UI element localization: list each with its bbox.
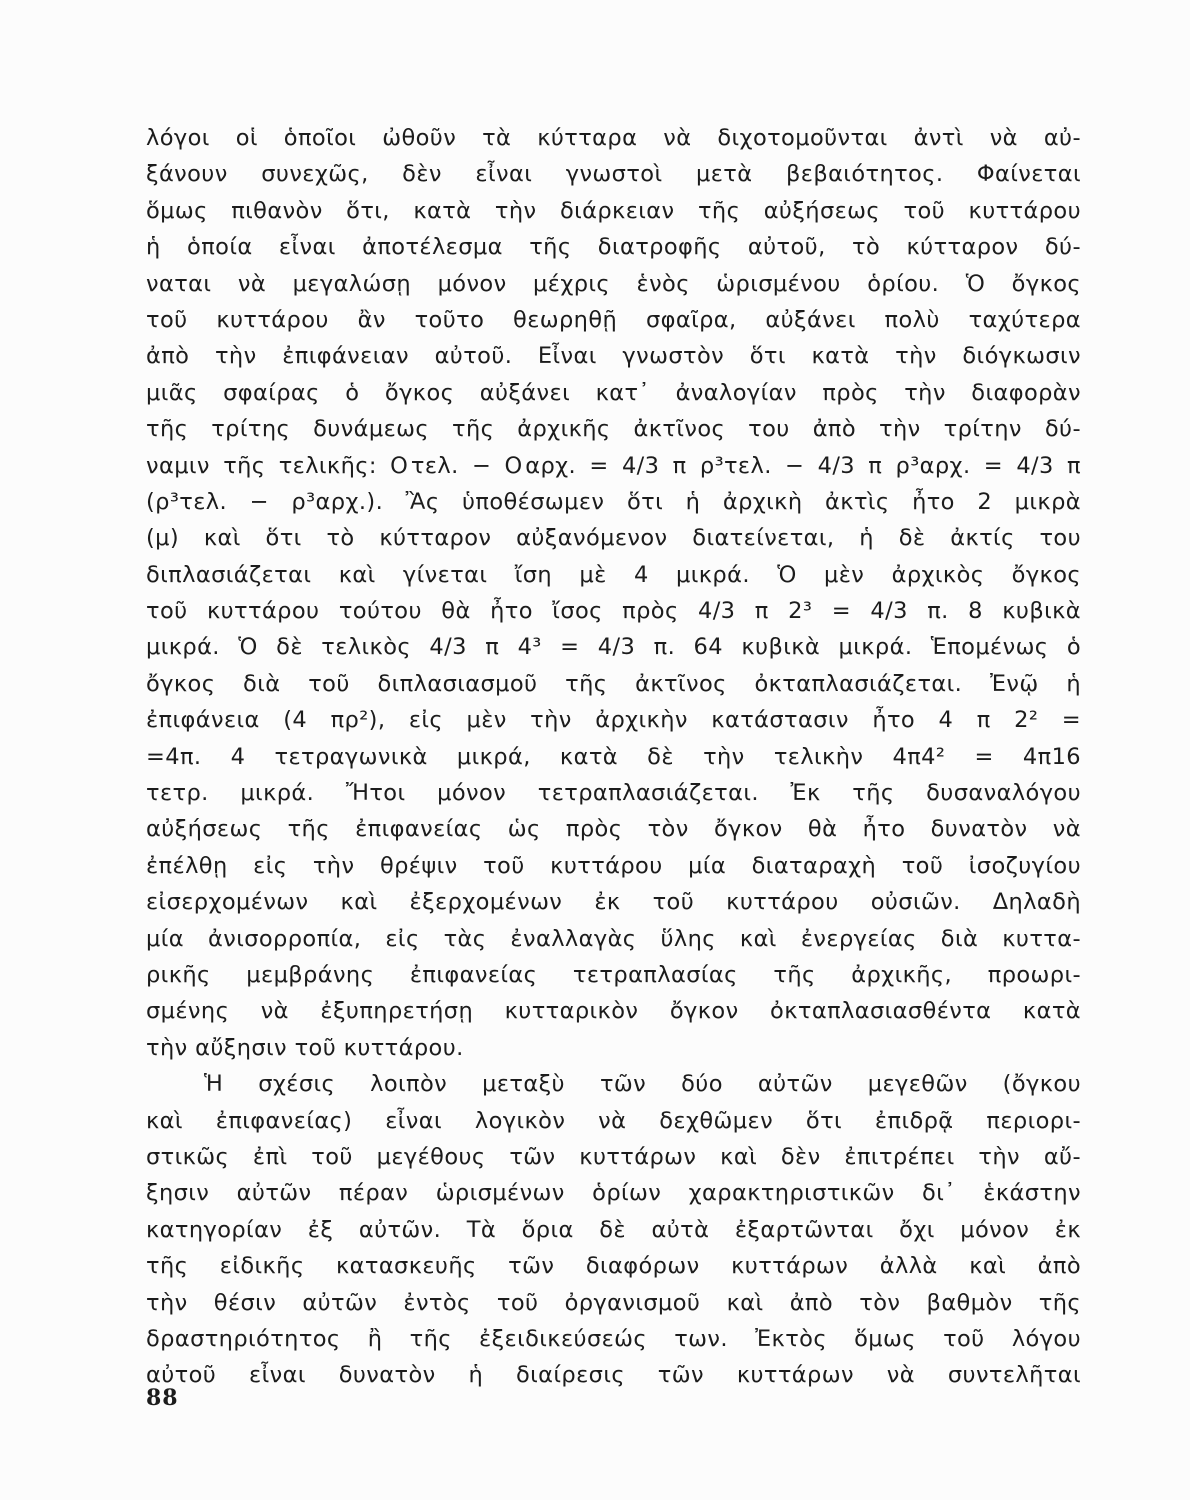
text-line: ρικῆς μεμβράνης ἐπιφανείας τετραπλασίας τῆς ἀρχικῆς, προωρι-	[146, 961, 1081, 988]
text-line: σμένης νὰ ἐξυπηρετήσῃ κυτταρικὸν ὄγκον ὀκταπλασιασθέντα κατὰ	[146, 998, 1081, 1025]
text-line: τῆς τρίτης δυνάμεως τῆς ἀρχικῆς ἀκτῖνος του ἀπὸ τὴν τρίτην δύ-	[146, 416, 1081, 443]
text-line: ὄγκος διὰ τοῦ διπλασιασμοῦ τῆς ἀκτῖνος ὀκταπλασιάζεται. Ἐνῷ ἡ	[146, 670, 1081, 697]
text-line: δραστηριότητος ἢ τῆς ἐξειδικεύσεώς των. Ἐκτὸς ὅμως τοῦ λόγου	[146, 1325, 1081, 1352]
text-line: ἐπέλθῃ εἰς τὴν θρέψιν τοῦ κυττάρου μία διαταραχὴ τοῦ ἰσοζυγίου	[146, 852, 1081, 879]
text-line: ἡ ὁποία εἶναι ἀποτέλεσμα τῆς διατροφῆς αὐτοῦ, τὸ κύτταρον δύ-	[146, 234, 1081, 261]
text-line: τὴν θέσιν αὐτῶν ἐντὸς τοῦ ὀργανισμοῦ καὶ ἀπὸ τὸν βαθμὸν τῆς	[146, 1289, 1081, 1316]
text-line: ξάνουν συνεχῶς, δὲν εἶναι γνωστοὶ μετὰ βεβαιότητος. Φαίνεται	[146, 161, 1081, 188]
text-line: εἰσερχομένων καὶ ἐξερχομένων ἐκ τοῦ κυττάρου οὐσιῶν. Δηλαδὴ	[146, 889, 1081, 916]
body-text	[146, 120, 1081, 1394]
text-line: τῆς εἰδικῆς κατασκευῆς τῶν διαφόρων κυττάρων ἀλλὰ καὶ ἀπὸ	[146, 1253, 1081, 1280]
text-line: ὅμως πιθανὸν ὅτι, κατὰ τὴν διάρκειαν τῆς αὐξήσεως τοῦ κυττάρου	[146, 197, 1081, 224]
formula-line: ναμιν τῆς τελικῆς: Ο τελ. − Ο αρχ. = 4/3 π ρ³τελ. − 4/3 π ρ³αρχ. = 4/3 π	[146, 452, 1081, 479]
paragraph-start-line: Ἡ σχέσις λοιπὸν μεταξὺ τῶν δύο αὐτῶν μεγεθῶν (ὄγκου	[204, 1071, 1081, 1098]
text-line: καὶ ἐπιφανείας) εἶναι λογικὸν νὰ δεχθῶμεν ὅτι ἐπιδρᾷ περιορι-	[146, 1107, 1081, 1134]
paragraph-end-line: τὴν αὔξησιν τοῦ κυττάρου.	[146, 1034, 464, 1061]
formula-line: =4π. 4 τετραγωνικὰ μικρά, κατὰ δὲ τὴν τελικὴν 4π4² = 4π16	[146, 743, 1081, 770]
text-line: αὐτοῦ εἶναι δυνατὸν ἡ διαίρεσις τῶν κυττάρων νὰ συντελῆται	[146, 1362, 1081, 1389]
text-line: τετρ. μικρά. Ἤτοι μόνον τετραπλασιάζεται. Ἐκ τῆς δυσαναλόγου	[146, 780, 1081, 807]
text-line: ξησιν αὐτῶν πέραν ὡρισμένων ὁρίων χαρακτηριστικῶν δι᾽ ἑκάστην	[146, 1180, 1081, 1207]
page-number: 88	[146, 1385, 179, 1411]
text-line: τοῦ κυττάρου ἂν τοῦτο θεωρηθῇ σφαῖρα, αὐξάνει πολὺ ταχύτερα	[146, 306, 1081, 333]
text-line: αὐξήσεως τῆς ἐπιφανείας ὡς πρὸς τὸν ὄγκον θὰ ἦτο δυνατὸν νὰ	[146, 816, 1081, 843]
text-line: μιᾶς σφαίρας ὁ ὄγκος αὐξάνει κατ᾽ ἀναλογίαν πρὸς τὴν διαφορὰν	[146, 379, 1081, 406]
text-line: ναται νὰ μεγαλώσῃ μόνον μέχρις ἑνὸς ὡρισμένου ὁρίου. Ὁ ὄγκος	[146, 270, 1081, 297]
text-line: μία ἀνισορροπία, εἰς τὰς ἐναλλαγὰς ὕλης καὶ ἐνεργείας διὰ κυττα-	[146, 925, 1081, 952]
text-line: ἀπὸ τὴν ἐπιφάνειαν αὐτοῦ. Εἶναι γνωστὸν ὅτι κατὰ τὴν διόγκωσιν	[146, 343, 1081, 370]
formula-line: μικρά. Ὁ δὲ τελικὸς 4/3 π 4³ = 4/3 π. 64 κυβικὰ μικρά. Ἑπομένως ὁ	[146, 634, 1081, 661]
text-line: διπλασιάζεται καὶ γίνεται ἴση μὲ 4 μικρά. Ὁ μὲν ἀρχικὸς ὄγκος	[146, 561, 1081, 588]
text-line: κατηγορίαν ἐξ αὐτῶν. Τὰ ὅρια δὲ αὐτὰ ἐξαρτῶνται ὄχι μόνον ἐκ	[146, 1216, 1081, 1243]
text-line: (μ) καὶ ὅτι τὸ κύτταρον αὐξανόμενον διατείνεται, ἡ δὲ ἀκτίς του	[146, 525, 1081, 552]
text-line: λόγοι οἱ ὁποῖοι ὠθοῦν τὰ κύτταρα νὰ διχοτομοῦνται ἀντὶ νὰ αὐ-	[146, 125, 1081, 151]
formula-line: ἐπιφάνεια (4 πρ²), εἰς μὲν τὴν ἀρχικὴν κατάστασιν ἦτο 4 π 2² =	[146, 707, 1081, 734]
formula-line: τοῦ κυττάρου τούτου θὰ ἦτο ἴσος πρὸς 4/3 π 2³ = 4/3 π. 8 κυβικὰ	[146, 598, 1081, 625]
text-line: στικῶς ἐπὶ τοῦ μεγέθους τῶν κυττάρων καὶ δὲν ἐπιτρέπει τὴν αὔ-	[146, 1143, 1081, 1170]
formula-line: (ρ³τελ. − ρ³αρχ.). Ἂς ὑποθέσωμεν ὅτι ἡ ἀρχικὴ ἀκτὶς ἦτο 2 μικρὰ	[146, 488, 1081, 515]
